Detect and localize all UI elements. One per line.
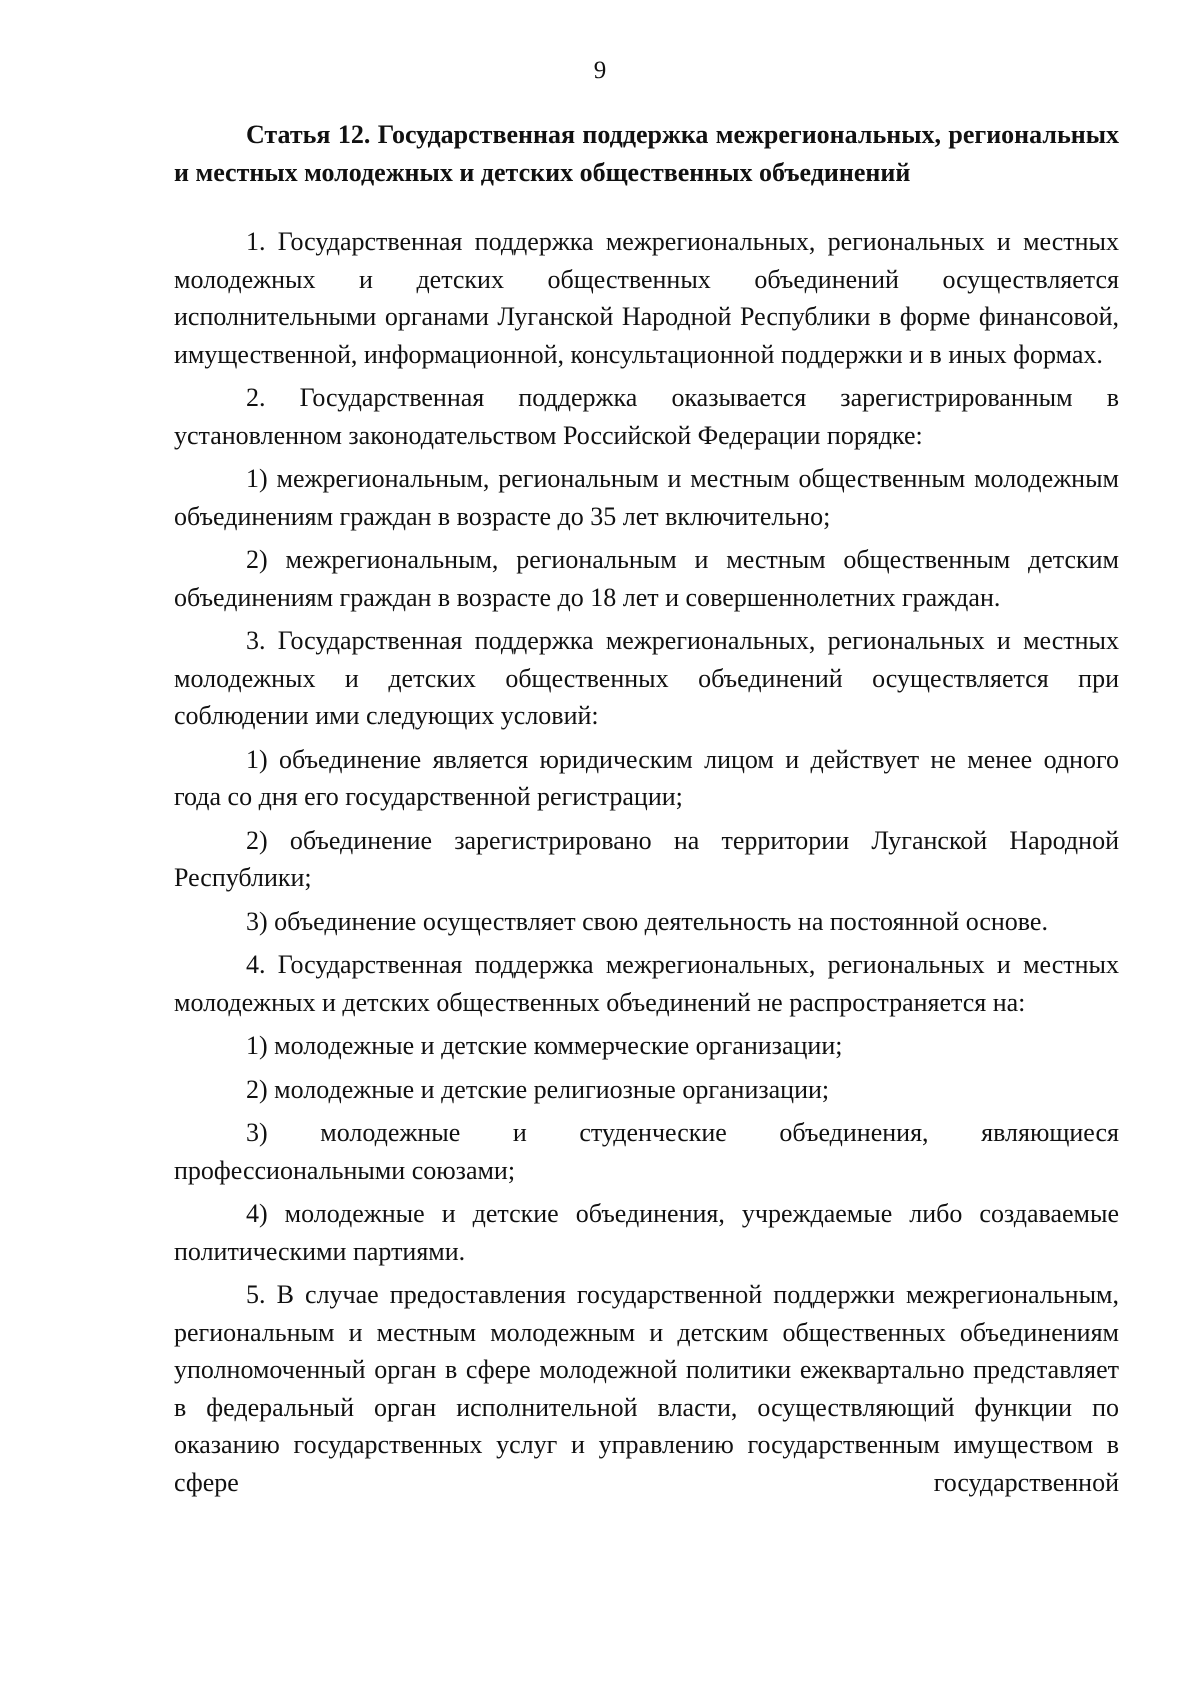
article-title: Статья 12. Государственная поддержка межрегиональных, региональных и местных молодежных и детских общественных объединений — [174, 120, 1119, 187]
paragraph-4-item-1: 1) молодежные и детские коммерческие организации; — [246, 1031, 843, 1060]
paragraph-4-item-3: 3) молодежные и студенческие объединения, являющиеся профессиональными союзами; — [174, 1118, 1119, 1185]
paragraph-1: 1. Государственная поддержка межрегиональных, региональных и местных молодежных и детских общественных объединений осуществляется исполнительными органами Луганской Народной Республики в форме финансовой, имущественной, информационной, консультационной поддержки и в иных формах. — [174, 227, 1119, 369]
paragraph-3: 3. Государственная поддержка межрегиональных, региональных и местных молодежных и детских общественных объединений осуществляется при соблюдении ими следующих условий: — [174, 626, 1119, 730]
paragraph-4-item-4: 4) молодежные и детские объединения, учреждаемые либо создаваемые политическими партиями. — [174, 1199, 1119, 1266]
paragraph-2-item-2: 2) межрегиональным, региональным и местным общественным детским объединениям граждан в возрасте до 18 лет и совершеннолетних граждан. — [174, 545, 1119, 612]
paragraph-2-item-1: 1) межрегиональным, региональным и местным общественным молодежным объединениям граждан в возрасте до 35 лет включительно; — [174, 464, 1119, 531]
paragraph-3-item-3: 3) объединение осуществляет свою деятельность на постоянной основе. — [246, 906, 1048, 936]
paragraph-3-item-1: 1) объединение является юридическим лицом и действует не менее одного года со дня его государственной регистрации; — [174, 744, 1119, 811]
paragraph-4-item-2: 2) молодежные и детские религиозные организации; — [246, 1074, 830, 1104]
document-body — [174, 116, 1119, 1507]
page-number: 9 — [593, 57, 607, 84]
paragraph-5: 5. В случае предоставления государственной поддержки межрегиональным, региональным и местным молодежным и детским общественных объединениям уполномоченный орган в сфере молодежной политики ежеквартально представляет в федеральный орган исполнительной власти, осуществляющий функции по оказанию государственных услуг и управлению государственным имуществом в сфере государственной — [174, 1280, 1119, 1497]
paragraph-3-item-2: 2) объединение зарегистрировано на территории Луганской Народной Республики; — [174, 825, 1119, 892]
paragraph-4: 4. Государственная поддержка межрегиональных, региональных и местных молодежных и детских общественных объединений не распространяется на: — [174, 950, 1119, 1017]
paragraph-2: 2. Государственная поддержка оказывается зарегистрированным в установленном законодательством Российской Федерации порядке: — [174, 383, 1119, 450]
